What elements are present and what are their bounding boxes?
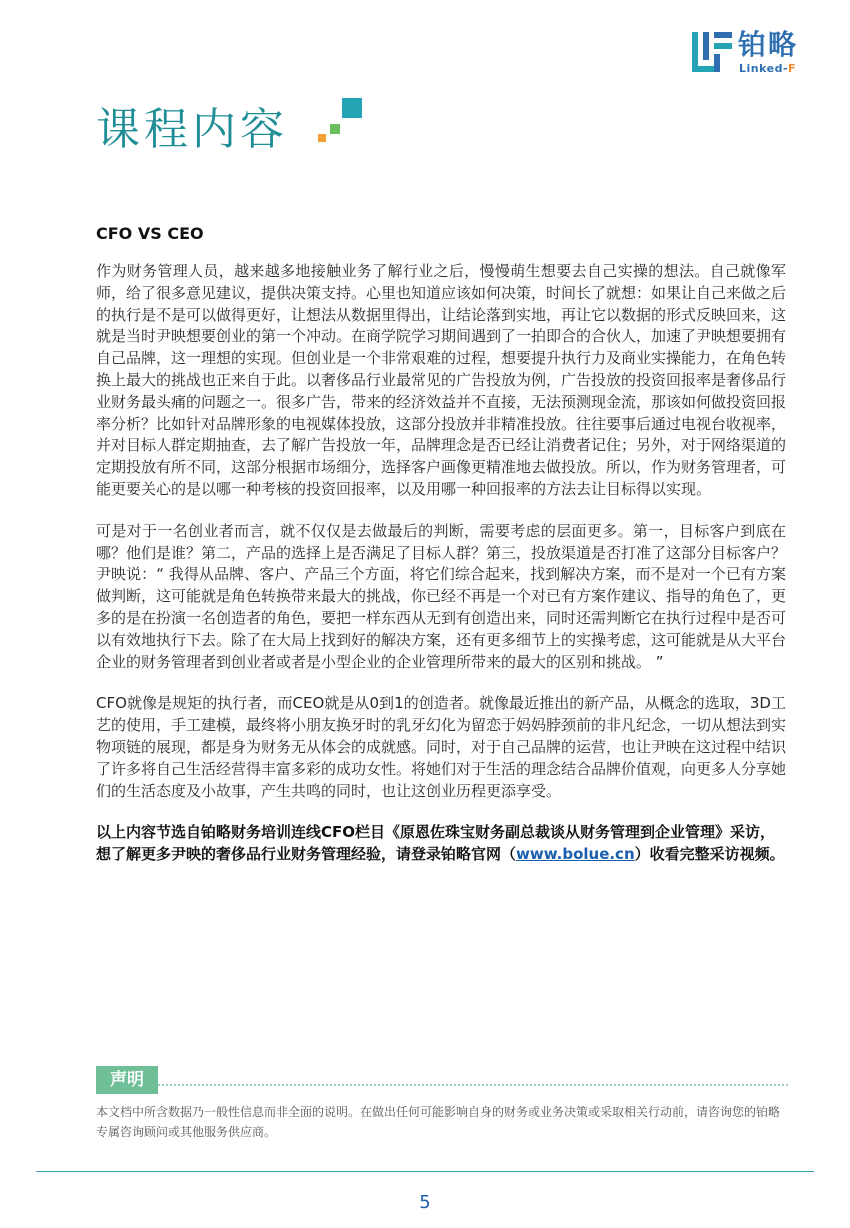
square-green bbox=[330, 124, 340, 134]
article-paragraph-1: 作为财务管理人员，越来越多地接触业务了解行业之后，慢慢萌生想要去自己实操的想法。自己就像军师，给了很多意见建议，提供决策支持。心里也知道应该如何决策，时间长了就想：如果让自己来做之后的执行是不是可以做得更好，让想法从数据里得出，让结论落到实地，再让它以数据的形式反映回来，这就是当时尹映想要创业的第一个冲动。在商学院学习期间遇到了一拍即合的合伙人，加速了尹映想要拥有自己品牌，这一理想的实现。但创业是一个非常艰难的过程，想要提升执行力及商业实操能力，在角色转换上最大的挑战也正来自于此。以奢侈品行业最常见的广告投放为例，广告投放的投资回报率是奢侈品行业财务最头痛的问题之一。很多广告，带来的经济效益并不直接，无法预测现金流，那该如何做投资回报率分析？比如针对品牌形象的电视媒体投放，这部分投放并非精准投放。往往要事后通过电视台收视率，并对目标人群定期抽查，去了解广告投放一年，品牌理念是否已经让消费者记住；另外，对于网络渠道的定期投放有所不同，这部分根据市场细分，选择客户画像更精准地去做投放。所以，作为财务管理者，可能更要关心的是以哪一种考核的投资回报率，以及用哪一种回报率的方法去让目标得以实现。 bbox=[96, 262, 787, 498]
declaration-label: 声明 bbox=[96, 1066, 158, 1094]
article-body bbox=[96, 224, 786, 866]
logo-subtitle-main: Linked- bbox=[739, 62, 789, 75]
source-note-text-before: 以上内容节选自铂略财务培训连线CFO栏目《原恩佐珠宝财务副总裁谈从财务管理到企业管理》采访，想了解更多尹映的奢侈品行业财务管理经验，请登录铂略官网（ bbox=[96, 823, 776, 864]
article-paragraph-2: 可是对于一名创业者而言，就不仅仅是去做最后的判断，需要考虑的层面更多。第一，目标客户到底在哪？他们是谁？第二，产品的选择上是否满足了目标人群？第三，投放渠道是否打准了这部分目标客户？尹映说：“ 我得从品牌、客户、产品三个方面，将它们综合起来，找到解决方案，而不是对一个已有方案做判断，这可能就是角色转换带来最大的挑战，你已经不再是一个对已有方案作建议、指导的角色了，更多的是在扮演一名创造者的角色，要把一样东西从无到有创造出来，同时还需判断它在执行过程中是否可以有效地执行下去。除了在大局上找到好的解决方案，还有更多细节上的实操考虑，这可能就是从大平台企业的财务管理者到创业者或者是小型企业的企业管理所带来的最大的区别和挑战。 ” bbox=[96, 521, 787, 671]
logo-subtitle-accent: F bbox=[788, 62, 797, 75]
website-link[interactable]: www.bolue.cn bbox=[516, 845, 635, 864]
logo-subtitle bbox=[739, 62, 796, 75]
article-subhead: CFO VS CEO bbox=[96, 224, 204, 243]
title-decoration-squares-icon bbox=[316, 98, 366, 148]
source-note bbox=[96, 822, 786, 866]
logo-mark-icon bbox=[690, 30, 734, 74]
source-note-text-after: ）收看完整采访视频。 bbox=[634, 845, 785, 864]
page-title: 课程内容 bbox=[96, 104, 288, 155]
square-teal bbox=[342, 98, 362, 118]
declaration-text: 本文档中所含数据乃一般性信息而非全面的说明。在做出任何可能影响自身的财务或业务决策或采取相关行动前，请咨询您的铂略专属咨询顾问或其他服务供应商。 bbox=[96, 1105, 781, 1139]
article-paragraph-3: CFO就像是规矩的执行者，而CEO就是从0到1的创造者。就像最近推出的新产品，从概念的选取，3D工艺的使用，手工建模，最终将小朋友换牙时的乳牙幻化为留恋于妈妈脖颈前的非凡纪念，一切从想法到实物项链的展现，都是身为财务无从体会的成就感。同时，对于自己品牌的运营，也让尹映在这过程中结识了许多将自己生活经营得丰富多彩的成功女性。将她们对于生活的理念结合品牌价值观，向更多人分享她们的生活态度及小故事，产生共鸣的同时，也让这创业历程更添享受。 bbox=[96, 694, 787, 800]
page-number: 5 bbox=[419, 1192, 431, 1213]
brand-logo bbox=[690, 28, 820, 80]
logo-brand-name: 铂略 bbox=[738, 28, 799, 61]
footer-divider bbox=[36, 1171, 814, 1172]
declaration-divider bbox=[158, 1084, 788, 1086]
square-orange bbox=[318, 134, 326, 142]
